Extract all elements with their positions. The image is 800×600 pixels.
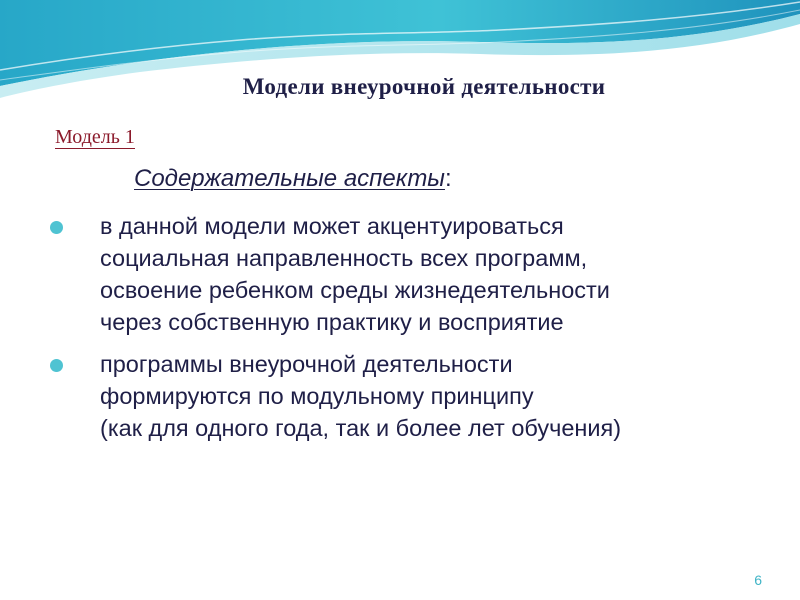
- bullet-line: (как для одного года, так и более лет обучения): [100, 415, 622, 441]
- bullet-dot-icon: [50, 221, 63, 234]
- bullet-line: через собственную практику и восприятие: [100, 309, 564, 335]
- bullet-line: социальная направленность всех программ,: [100, 245, 588, 271]
- page-number: 6: [754, 572, 762, 588]
- bullet-line: формируются по модульному принципу: [100, 383, 534, 409]
- subheading-colon: :: [444, 165, 452, 192]
- bullet-line: программы внеурочной деятельности: [100, 351, 513, 377]
- bullet-dot-icon: [50, 359, 63, 372]
- bullet-line: в данной модели может акцентуироваться: [100, 213, 564, 239]
- model-heading: Модель 1: [55, 126, 135, 148]
- bullet-list: [44, 210, 764, 454]
- subheading-text: Содержательные аспекты: [134, 165, 445, 192]
- bullet-item: [44, 348, 764, 444]
- slide-title: Модели внеурочной деятельности: [242, 74, 606, 99]
- bullet-item: [44, 210, 764, 338]
- bullet-line: освоение ребенком среды жизнедеятельности: [100, 277, 610, 303]
- subheading: [134, 164, 452, 194]
